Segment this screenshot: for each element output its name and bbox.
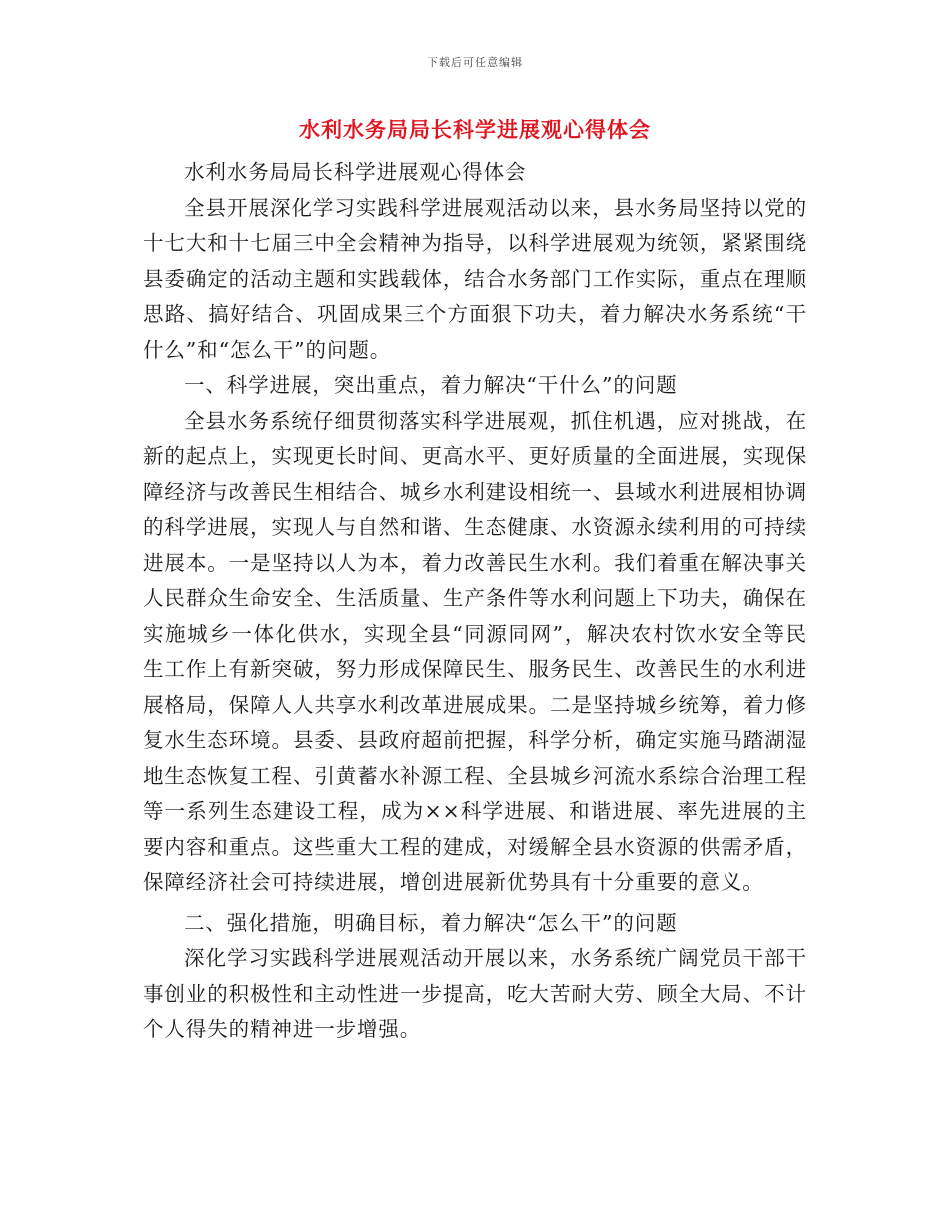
section-heading-2: 二、强化措施，明确目标，着力解决“怎么干”的问题 [184,910,678,935]
section-1-paragraph: 全县水务系统仔细贯彻落实科学进展观，抓住机遇，应对挑战，在新的起点上，实现更长时间、更高水平、更好质量的全面进展，实现保障经济与改善民生相结合、城乡水利建设相统一、县域水利进展相协调的科学进展，实现人与自然和谐、生态健康、水资源永续利用的可持续进展本。一是坚持以人为本，着力改善民生水利。我们着重在解决事关人民群众生命安全、生活质量、生产条件等水利问题上下功夫，确保在实施城乡一体化供水，实现全县“同源同网”，解决农村饮水安全等民生工作上有新突破，努力形成保障民生、服务民生、改善民生的水利进展格局，保障人人共享水利改革进展成果。二是坚持城乡统筹，着力修复水生态环境。县委、县政府超前把握，科学分析，确定实施马踏湖湿地生态恢复工程、引黄蓄水补源工程、全县城乡河流水系综合治理工程等一系列生态建设工程，成为××科学进展、和谐进展、率先进展的主要内容和重点。这些重大工程的建成，对缓解全县水资源的供需矛盾，保障经济社会可持续进展，增创进展新优势具有十分重要的意义。 [143,408,807,894]
subtitle-paragraph: 水利水务局局长科学进展观心得体会 [184,160,527,184]
intro-paragraph: 全县开展深化学习实践科学进展观活动以来，县水务局坚持以党的十七大和十七届三中全会精神为指导，以科学进展观为统领，紧紧围绕县委确定的活动主题和实践载体，结合水务部门工作实际，重点在理顺思路、搞好结合、巩固成果三个方面狠下功夫，着力解决水务系统“干什么”和“怎么干”的问题。 [143,195,807,362]
section-heading-1: 一、科学进展，突出重点，着力解决“干什么”的问题 [184,373,678,397]
header-note: 下载后可任意编辑 [427,56,523,69]
document-title: 水利水务局局长科学进展观心得体会 [299,117,651,142]
section-2-paragraph: 深化学习实践科学进展观活动开展以来，水务系统广阔党员干部干事创业的积极性和主动性进一步提高，吃大苦耐大劳、顾全大局、不计个人得失的精神进一步增强。 [143,946,807,1041]
document-body [143,155,807,1048]
